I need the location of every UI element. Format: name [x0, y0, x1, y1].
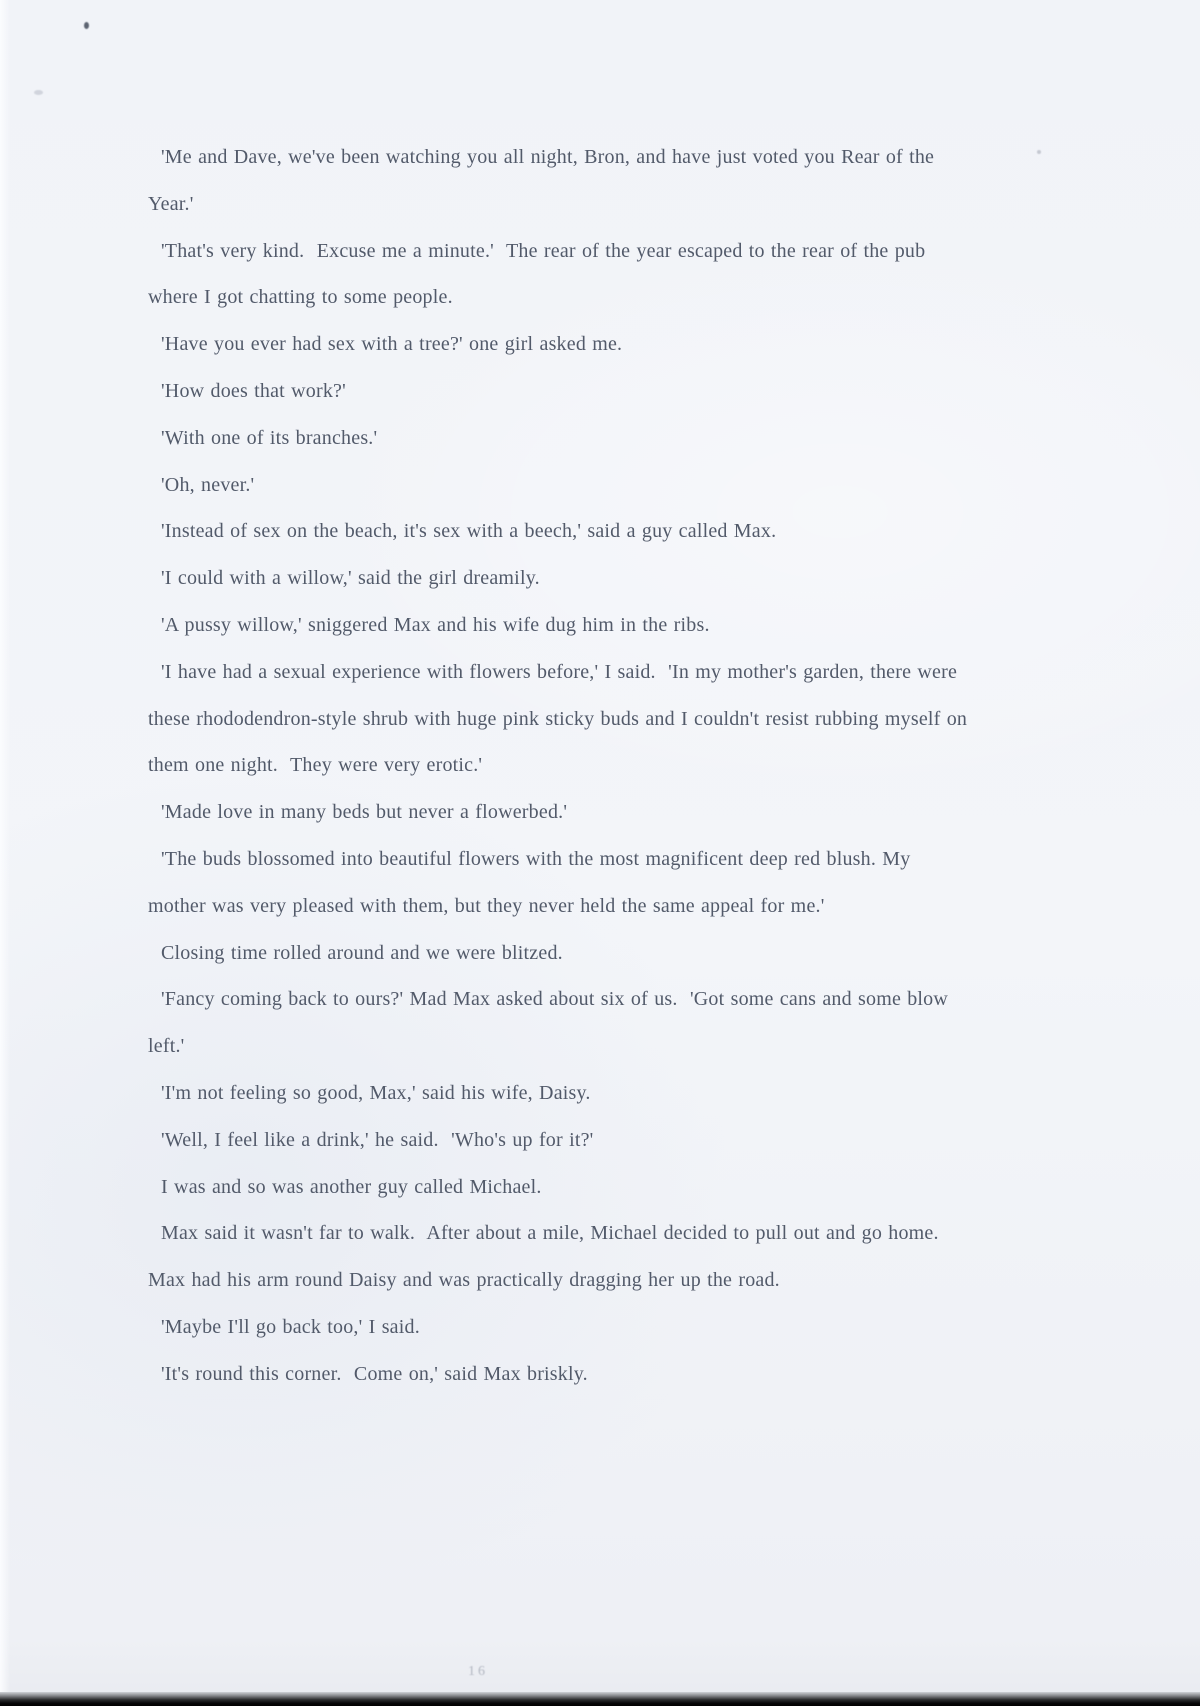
scan-speck	[34, 90, 43, 95]
paragraph: 'Maybe I'll go back too,' I said.	[161, 1315, 420, 1338]
paragraph: 'Oh, never.'	[161, 473, 255, 496]
page-text-block	[148, 134, 974, 1398]
paragraph: 'Instead of sex on the beach, it's sex with a beech,' said a guy called Max.	[161, 520, 777, 543]
paragraph: 'I have had a sexual experience with flowers before,' I said. 'In my mother's garden, there were these rhododendron-style shrub with huge pink sticky buds and I couldn't resist rubbing myself on them one night. They were very erotic.'	[148, 660, 974, 777]
paragraph: 'Fancy coming back to ours?' Mad Max asked about six of us. 'Got some cans and some blow left.'	[148, 988, 955, 1058]
paragraph: 'I could with a willow,' said the girl dreamily.	[161, 567, 540, 590]
paper-left-edge	[0, 0, 10, 1706]
paragraph: 'I'm not feeling so good, Max,' said his wife, Daisy.	[161, 1081, 591, 1104]
scan-speck	[84, 22, 89, 29]
paragraph: 'Have you ever had sex with a tree?' one girl asked me.	[161, 333, 623, 356]
paragraph: 'With one of its branches.'	[161, 426, 378, 449]
paragraph: 'How does that work?'	[161, 379, 346, 402]
paragraph: Max said it wasn't far to walk. After about a mile, Michael decided to pull out and go home. Max had his arm round Daisy and was practically dragging her up the road.	[148, 1222, 952, 1292]
scan-speck	[1037, 150, 1041, 154]
paragraph: 'It's round this corner. Come on,' said Max briskly.	[161, 1362, 588, 1385]
scanner-bottom-edge	[0, 1692, 1200, 1706]
paragraph: 'That's very kind. Excuse me a minute.' The rear of the year escaped to the rear of the pub where I got chatting to some people.	[148, 239, 932, 309]
paragraph: 'Well, I feel like a drink,' he said. 'Who's up for it?'	[161, 1128, 594, 1151]
paragraph: 'A pussy willow,' sniggered Max and his wife dug him in the ribs.	[161, 613, 710, 636]
paragraph: 'Made love in many beds but never a flowerbed.'	[161, 801, 568, 824]
paragraph: 'Me and Dave, we've been watching you all night, Bron, and have just voted you Rear of the Year.'	[148, 146, 940, 215]
paragraph: 'The buds blossomed into beautiful flowers with the most magnificent deep red blush. My mother was very pleased with them, but they never held the same appeal for me.'	[148, 847, 917, 917]
page-number: 16	[468, 1664, 488, 1679]
paragraph: I was and so was another guy called Michael.	[161, 1175, 542, 1198]
paragraph: Closing time rolled around and we were blitzed.	[161, 941, 563, 964]
